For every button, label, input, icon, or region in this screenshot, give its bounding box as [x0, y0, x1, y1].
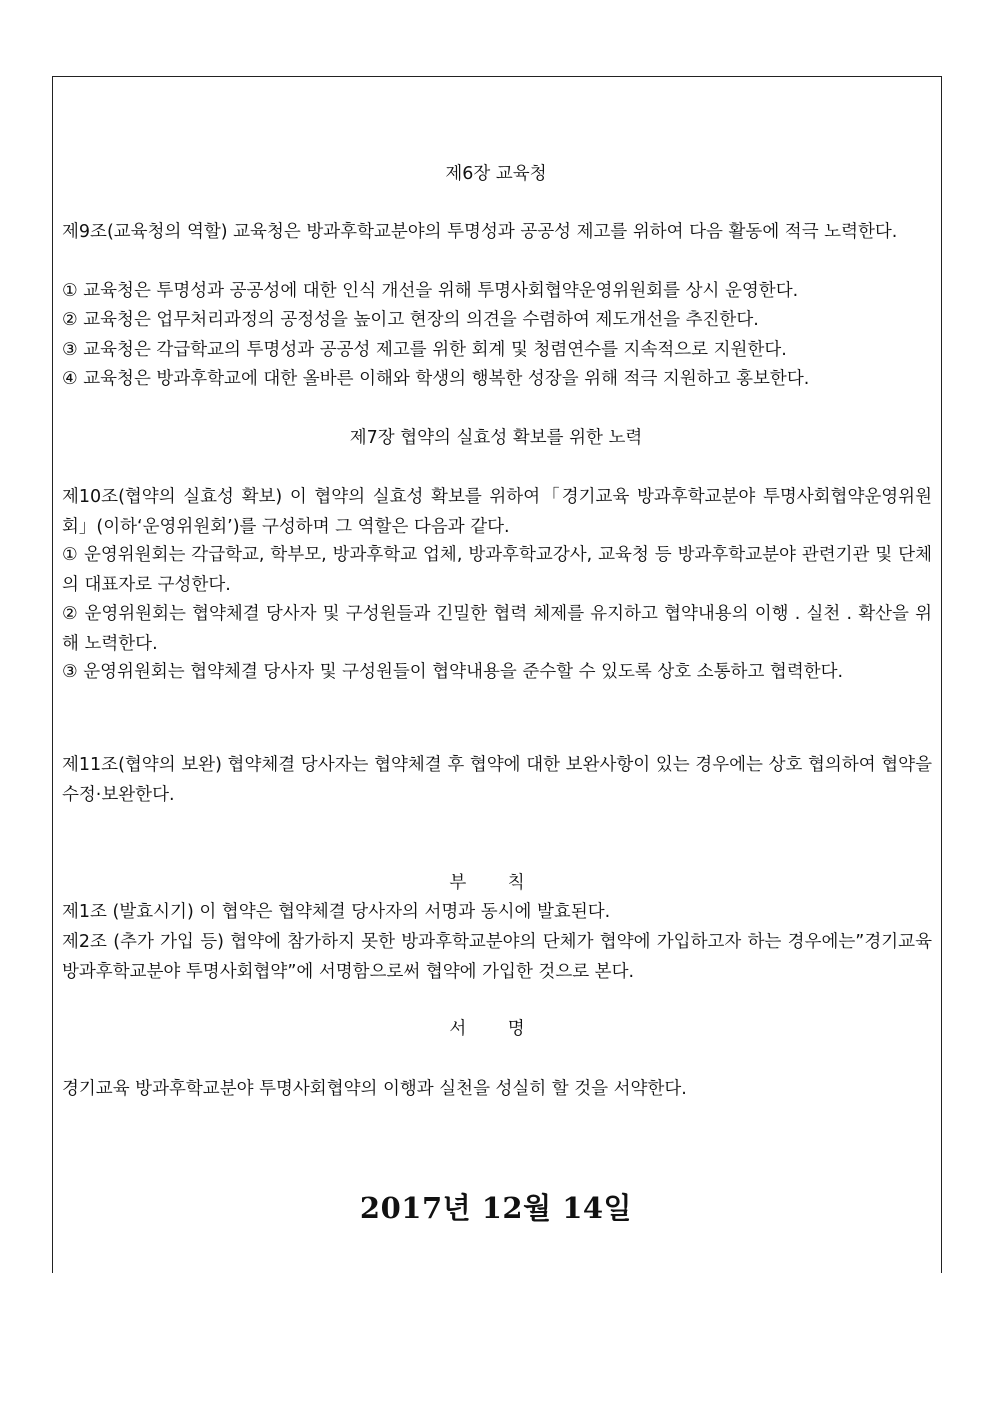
article10-item-1: ① 운영위원회는 각급학교, 학부모, 방과후학교 업체, 방과후학교강사, 교육청 등 방과후학교분야 관련기관 및 단체의 대표자로 구성한다.	[62, 545, 932, 595]
article11: 제11조(협약의 보완) 협약체결 당사자는 협약체결 후 협약에 대한 보완사항이 있는 경우에는 상호 협의하여 협약을 수정·보완한다.	[62, 755, 932, 805]
article9-item-3: ③ 교육청은 각급학교의 투명성과 공공성 제고를 위한 회계 및 청렴연수를 지속적으로 지원한다.	[62, 340, 787, 360]
supplementary-article1: 제1조 (발효시기) 이 협약은 협약체결 당사자의 서명과 동시에 발효된다.	[62, 902, 611, 922]
supplementary-title: 부 칙	[449, 873, 543, 893]
article10-heading: 제10조(협약의 실효성 확보) 이 협약의 실효성 확보를 위하여「경기교육 방과후학교분야 투명사회협약운영위원회」(이하‘운영위원회’)를 구성하며 그 역할은 다음과 같다.	[62, 487, 932, 537]
article9-item-4: ④ 교육청은 방과후학교에 대한 올바른 이해와 학생의 행복한 성장을 위해 적극 지원하고 홍보한다.	[62, 369, 810, 389]
signature-title: 서 명	[449, 1019, 543, 1039]
supplementary-article2: 제2조 (추가 가입 등) 협약에 참가하지 못한 방과후학교분야의 단체가 협약에 가입하고자 하는 경우에는”경기교육 방과후학교분야 투명사회협약”에 서명함으로써 협약에 가입한 것으로 본다.	[62, 932, 932, 982]
article10-item-2: ② 운영위원회는 협약체결 당사자 및 구성원들과 긴밀한 협력 체제를 유지하고 협약내용의 이행 . 실천 . 확산을 위해 노력한다.	[62, 604, 932, 654]
signature-pledge: 경기교육 방과후학교분야 투명사회협약의 이행과 실천을 성실히 할 것을 서약한다.	[62, 1079, 687, 1099]
article9-item-2: ② 교육청은 업무처리과정의 공정성을 높이고 현장의 의견을 수렴하여 제도개선을 추진한다.	[62, 310, 759, 330]
signing-date: 2017년 12월 14일	[359, 1191, 633, 1225]
chapter7-title: 제7장 협약의 실효성 확보를 위한 노력	[349, 428, 643, 448]
article9-item-1: ① 교육청은 투명성과 공공성에 대한 인식 개선을 위해 투명사회협약운영위원회를 상시 운영한다.	[62, 281, 799, 301]
chapter6-title: 제6장 교육청	[445, 164, 547, 184]
article10-item-3: ③ 운영위원회는 협약체결 당사자 및 구성원들이 협약내용을 준수할 수 있도록 상호 소통하고 협력한다.	[62, 662, 844, 682]
article9-heading: 제9조(교육청의 역할) 교육청은 방과후학교분야의 투명성과 공공성 제고를 위하여 다음 활동에 적극 노력한다.	[62, 222, 898, 242]
